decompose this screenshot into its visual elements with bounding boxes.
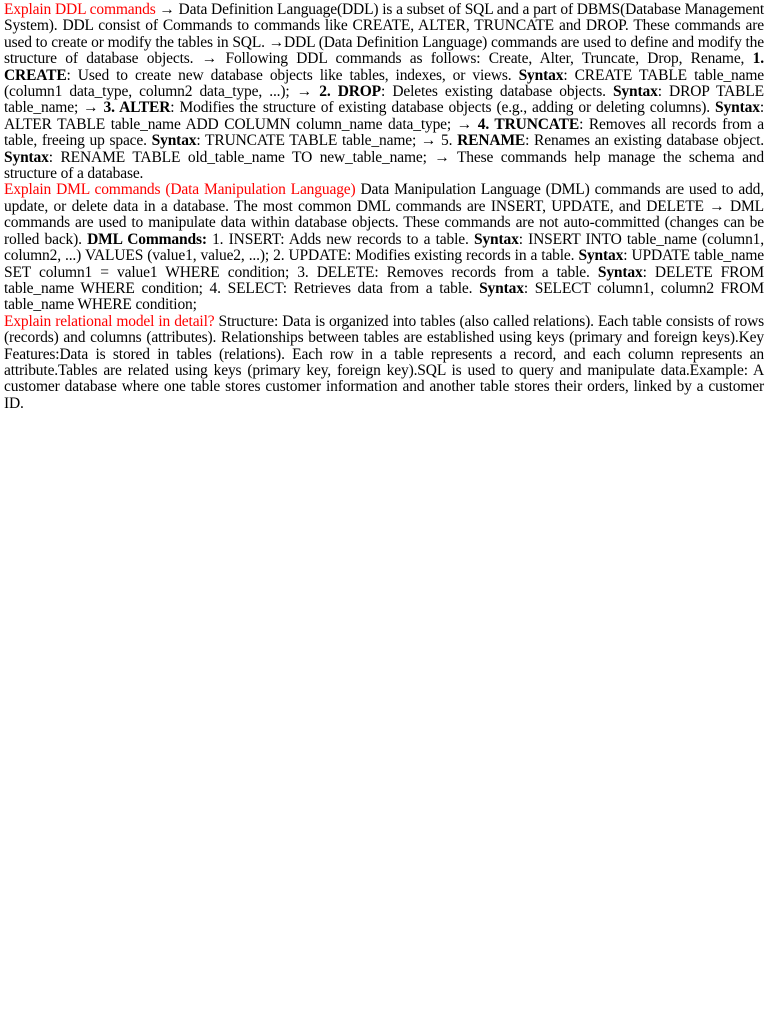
- text-segment: : SELECT column1, column2 FROM table_name WHERE condition;: [4, 279, 764, 314]
- syntax-label: Syntax: [518, 66, 564, 84]
- text-segment: : Deletes existing database objects.: [381, 83, 613, 101]
- text-segment: : Removes all records from a table, freeing up space.: [4, 115, 764, 150]
- text-segment: : Modifies the structure of existing database objects (e.g., adding or deleting columns).: [170, 99, 716, 117]
- heading-create: 1. CREATE: [4, 50, 764, 84]
- syntax-label: Syntax: [4, 148, 49, 166]
- syntax-label: Syntax: [473, 230, 519, 248]
- text-segment: Data Manipulation Language (DML) commands are used to add, update, or delete data in a database. The most common DML commands are INSERT, UPDATE, and DELETE → DML commands are used to manipulate data within database objects. These commands are not auto-committed (changes can be rolled back).: [4, 181, 764, 248]
- text-segment: : CREATE TABLE table_name (column1 data_type, column2 data_type, ...); →: [4, 66, 765, 101]
- syntax-label: Syntax: [578, 247, 624, 265]
- text-segment: : DROP TABLE table_name; →: [4, 83, 765, 117]
- syntax-label: Syntax: [151, 132, 197, 150]
- text-segment: : Renames an existing database object.: [525, 132, 764, 150]
- text-segment: : INSERT INTO table_name (column1, column2, ...) VALUES (value1, value2, ...); 2. UPDATE: Modifies existing records in a table.: [4, 230, 764, 265]
- text-segment: : UPDATE table_name SET column1 = value1 WHERE condition; 3. DELETE: Removes records from a table.: [4, 247, 764, 281]
- text-segment: 1. INSERT: Adds new records to a table.: [206, 230, 474, 248]
- heading-alter: 3. ALTER: [103, 99, 171, 117]
- section-relational-model: [4, 314, 764, 412]
- section-dml: [4, 182, 764, 313]
- heading-dml-commands: DML Commands:: [87, 230, 207, 248]
- heading-drop: 2. DROP: [319, 83, 382, 101]
- text-segment: : Used to create new database objects like tables, indexes, or views.: [66, 66, 519, 84]
- text-segment: : ALTER TABLE table_name ADD COLUMN column_name data_type; →: [4, 99, 764, 133]
- text-segment: : RENAME TABLE old_table_name TO new_table_name; → These commands help manage the schema and structure of a database.: [4, 148, 764, 183]
- text-segment: → Data Definition Language(DDL) is a subset of SQL and a part of DBMS(Database Management System). DDL consist of Commands to commands like CREATE, ALTER, TRUNCATE and DROP. These commands are used to create or modify the tables in SQL. →DDL (Data Definition Language) commands are used to define and modify the structure of database objects. → Following DDL commands as follows: Create, Alter, Truncate, Drop, Rename,: [4, 1, 764, 68]
- syntax-label: Syntax: [715, 99, 760, 117]
- heading-rename: RENAME: [457, 132, 526, 150]
- question-relational-model: Explain relational model in detail?: [4, 312, 215, 330]
- text-segment: : TRUNCATE TABLE table_name; → 5.: [196, 132, 458, 150]
- syntax-label: Syntax: [612, 83, 658, 101]
- syntax-label: Syntax: [597, 263, 643, 281]
- text-segment: Structure: Data is organized into tables (also called relations). Each table consists of rows (records) and columns (attributes). Relationships between tables are established using keys (primary and foreign keys).Key Features:Data is stored in tables (relations). Each row in a table represents a record, and each column represents an attribute.Tables are related using keys (primary key, foreign key).SQL is used to query and manipulate data.Example: A customer database where one table stores customer information and another table stores their orders, linked by a customer ID.: [4, 312, 764, 412]
- question-dml: Explain DML commands (Data Manipulation Language): [4, 181, 356, 199]
- question-ddl: Explain DDL commands: [4, 1, 156, 18]
- section-ddl: [4, 2, 764, 182]
- heading-truncate: 4. TRUNCATE: [477, 115, 580, 133]
- text-segment: : DELETE FROM table_name WHERE condition; 4. SELECT: Retrieves data from a table.: [4, 263, 764, 297]
- syntax-label: Syntax: [479, 279, 524, 297]
